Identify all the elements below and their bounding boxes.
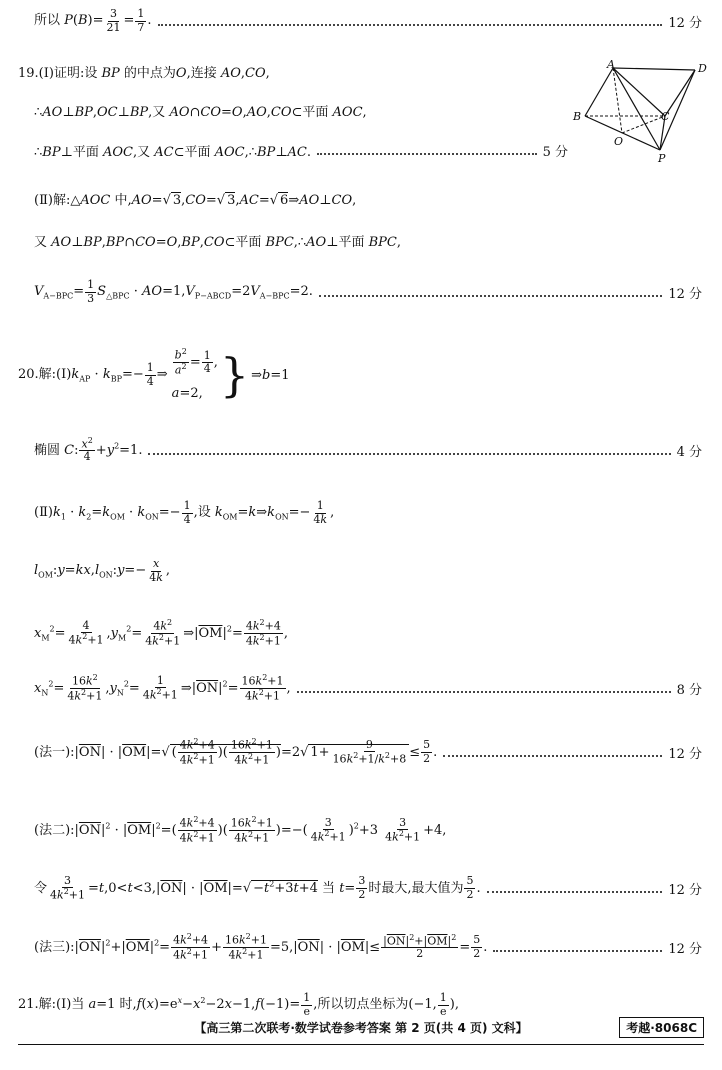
line-5: (Ⅱ)解:△AOC 中,AO=√ 3,CO=√ 3,AC=√ 6⇒AO⊥CO, xyxy=(34,192,357,208)
line-2: 19.(Ⅰ)证明:设 BP 的中点为O,连接 AO,CO, xyxy=(18,65,270,81)
line-15: (法二)$:|\overline{ON}|^2 \cdot |\overline{OM}|^2=$( $\frac{4k^2+4}{4k^2+1}$ )( $\frac{16k^2+1}{4k^2+1}$ )=−( $\frac{3}{4k^2+1}$ )$^2$+3 $\frac{3}{4k^2+1}$ +4, xyxy=(34,814,447,845)
line-8: 20.解$:(Ⅰ)k_{AP} \cdot k_{BP}=-$ $\frac{1}{4}$ ⇒ $\frac{b^2}{a^2}$ = $\frac{1}{4}$ , a=2, } ⇒b=1 xyxy=(18,346,290,402)
line-1: 所以 P(B)= $\frac{3}{21}$ = $\frac{1}{7}$ . 12 分 xyxy=(34,7,702,34)
bottom-rule xyxy=(18,1044,704,1045)
line-10: $(Ⅱ)k_1 \cdot k_2=k_{OM} \cdot k_{ON}=-$ $\frac{1}{4}$ ,设 $k_{OM}=k\Rightarrow k_{ON}=-$ $\frac{1}{4k}$ , xyxy=(34,499,335,526)
label-C: C xyxy=(661,110,670,123)
footer-text: 【高三第二次联考·数学试卷参考答案 第 2 页(共 4 页) 文科】 xyxy=(194,1020,528,1035)
line-13: $x_N^2=$ $\frac{16k^2}{4k^2+1}$ $,y_N^2=$ $\frac{1}{4k^2+1}$ $\Rightarrow|\overline{ON}|^2=$ $\frac{16k^2+1}{4k^2+1}$ , 8 分 xyxy=(34,672,702,703)
line-18: 21.解:(Ⅰ)当 a=1 时$,f(x)=e^x-x^2-2x-1,f(-1)=$ $\frac{1}{e}$ ,所以切点坐标为(−1, $\frac{1}{e}$ ), xyxy=(18,991,459,1018)
line-12: $x_M^2=$ $\frac{4}{4k^2+1}$ $,y_M^2=$ $\frac{4k^2}{4k^2+1}$ $\Rightarrow|\overline{OM}|^2=$ $\frac{4k^2+4}{4k^2+1}$ , xyxy=(34,617,288,648)
label-A: A xyxy=(607,58,615,71)
line-17: (法三)$:|\overline{ON}|^2+|\overline{OM}|^2=$ $\frac{4k^2+4}{4k^2+1}$ + $\frac{16k^2+1}{4k^2+1}$ $=5,|\overline{ON}| \cdot |\overline{OM}|\le$ $\frac{|\overline{ON}|^2+|\overline{OM}|^2}{2}$ = $\frac{5}{2}$ . 12 分 xyxy=(34,931,702,962)
label-D: D xyxy=(698,62,707,75)
line-11: $l_{OM}:y=kx,l_{ON}:y=-$ $\frac{x}{4k}$ , xyxy=(34,557,171,584)
line-7: $V_{A-BPC}=$ $\frac{1}{3}$ $S_{\triangle BPC} \cdot AO=1,V_{P-ABCD}=2V_{A-BPC}=2$. 12 分 xyxy=(34,278,702,305)
label-P: P xyxy=(658,152,666,165)
geometry-figure xyxy=(565,58,715,168)
line-9: 椭圆 C: $\frac{x^2}{4}$ $+y^2=1$. 4 分 xyxy=(34,435,702,464)
line-4: ∴BP⊥平面 AOC,又 AC⊂平面 AOC,∴BP⊥AC. 5 分 xyxy=(34,144,568,160)
line-14: (法一)$:|\overline{ON}| \cdot |\overline{OM}|=√$ ( $\frac{4k^2+4}{4k^2+1}$ )( $\frac{16k^2+1}{4k^2+1}$ )=2√ 1+ $\frac{9}{16k^2+1/k^2+8}$ ≤ $\frac{5}{2}$ . 12 分 xyxy=(34,736,702,767)
label-O: O xyxy=(614,135,624,148)
line-3: ∴AO⊥BP,OC⊥BP,又 AO∩CO=O,AO,CO⊂平面 AOC, xyxy=(34,104,367,120)
page-footer xyxy=(0,1012,722,1042)
line-16: 令 $\frac{3}{4k^2+1}$ $=t,0<t<3,|\overline{ON}| \cdot |\overline{OM}|=√ -t^2+3t+4$ 当 t= $\frac{3}{2}$ 时最大,最大值为 $\frac{5}{2}$ . 12 分 xyxy=(34,873,702,902)
footer-code: 考越·8068C xyxy=(619,1017,704,1038)
line-6: 又 AO⊥BP,BP∩CO=O,BP,CO⊂平面 BPC,∴AO⊥平面 BPC, xyxy=(34,234,401,250)
label-B: B xyxy=(573,110,582,123)
